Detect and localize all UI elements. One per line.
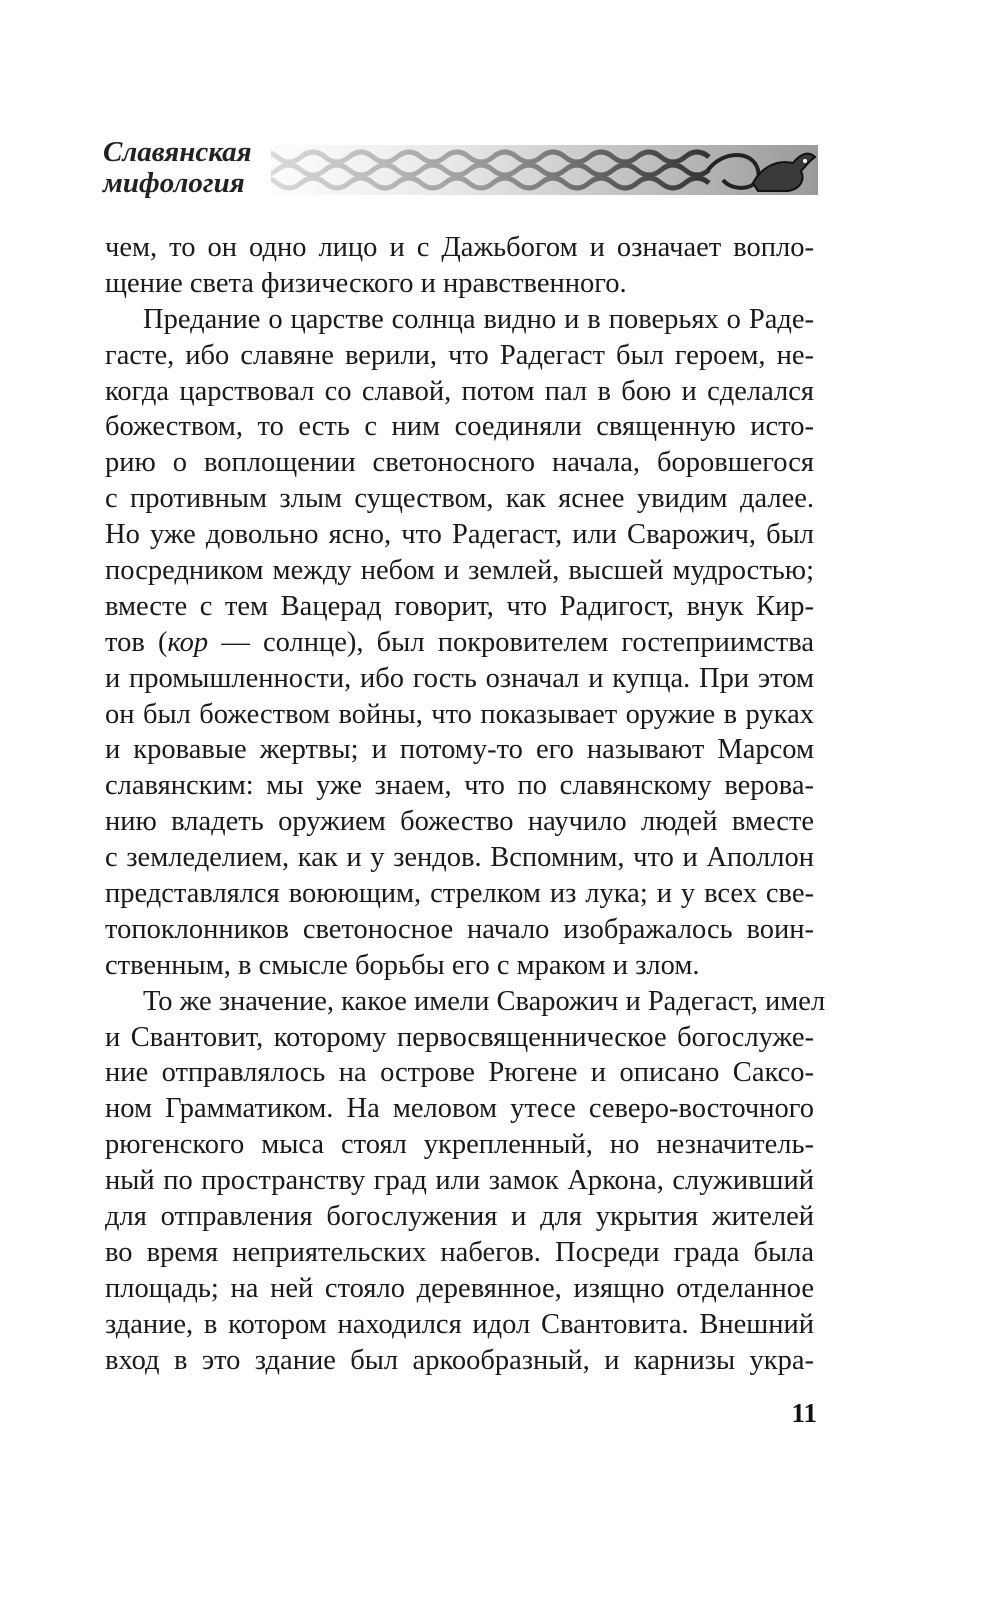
text-line: и Свантовит, которому первосвященническое богослуже- [105,1021,814,1053]
text-line: ние отправлялось на острове Рюгене и описано Саксо- [105,1057,814,1089]
text-line: он был божеством войны, что показывает оружие в руках [105,698,814,730]
text-line: ном Грамматиком. На меловом утесе северо-восточного [105,1093,814,1125]
text-line: когда царствовал со славой, потом пал в бою и сделался [105,375,814,407]
text-line: То же значение, какое имели Сварожич и Радегаст, имел [143,985,826,1017]
text-line: представлялся воюющим, стрелком из лука; и у всех све- [105,878,814,910]
header-title-line-1: Славянская [103,136,252,168]
text-line: рюгенского мыса стоял укрепленный, но незначитель- [105,1129,814,1161]
text-line: рию о воплощении светоносного начала, боровшегося [105,447,814,479]
running-header [103,137,818,201]
text-line: Но уже довольно ясно, что Радегаст, или Сварожич, был [105,519,814,551]
braided-knot-ornament-icon [253,145,818,195]
text-line: с земледелием, как и у зендов. Вспомним, что и Аполлон [105,842,814,874]
page-number: 11 [791,1398,817,1428]
text-line: ный по пространству град или замок Аркона, служивший [105,1165,814,1197]
text-line: щение света физического и нравственного. [105,267,627,299]
body-text [105,230,826,1379]
text-line: вместе с тем Вацерад говорит, что Радигост, внук Кир- [105,590,814,622]
text-line: посредником между небом и землей, высшей мудростью; [105,555,814,587]
text-line: славянским: мы уже знаем, что по славянскому верова- [105,770,814,802]
text-line: для отправления богослужения и для укрытия жителей [105,1201,814,1233]
text-line: и промышленности, ибо гость означал и купца. При этом [105,662,814,694]
header-title-line-2: мифология [103,167,245,199]
text-line: ственным, в смысле борьбы его с мраком и злом. [105,949,700,981]
text-line: тов (кор — солнце), был покровителем гостеприимства [105,626,814,658]
running-header-title [103,137,271,199]
text-line: гасте, ибо славяне верили, что Радегаст был героем, не- [105,339,814,371]
text-line: с противным злым существом, как яснее увидим далее. [105,483,814,515]
text-line: нию владеть оружием божество научило людей вместе [105,806,814,838]
text-line: во время неприятельских набегов. Посреди града была [105,1236,814,1268]
italic-word: кор [167,626,209,658]
text-line: божеством, то есть с ним соединяли священную исто- [105,411,814,443]
text-line: и кровавые жертвы; и потому-то его называют Марсом [105,734,814,766]
text-line: Предание о царстве солнца видно и в поверьях о Раде- [143,303,814,335]
text-line: чем, то он одно лицо и с Дажьбогом и означает вопло- [105,232,814,263]
text-line: площадь; на ней стояло деревянное, изящно отделанное [105,1272,814,1304]
text-line: здание, в котором находился идол Свантовита. Внешний [105,1308,814,1340]
text-line: вход в это здание был аркообразный, и карнизы укра- [105,1344,814,1376]
text-line: топоклонников светоносное начало изображалось воин- [105,913,814,945]
